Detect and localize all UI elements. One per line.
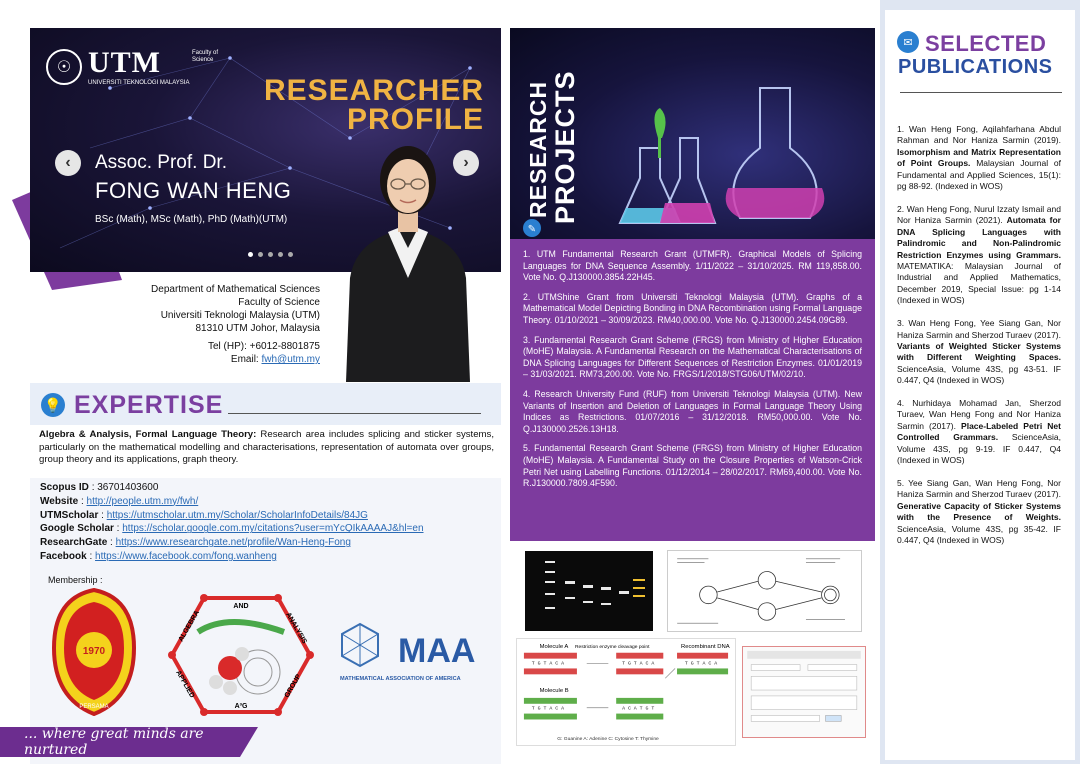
researchgate-label: ResearchGate (40, 537, 108, 549)
publications-title: PUBLICATIONS (898, 56, 1053, 78)
pub-authors: 5. Yee Siang Gan, Wan Heng Fong, Nor Haniza Sarmin and Sherzod Turaev (2017). (897, 477, 1061, 500)
dna-seq-cut-top: T G T A C A (622, 661, 655, 667)
tagline-banner: ... where great minds are nurtured (0, 727, 240, 757)
persama-logo (52, 588, 136, 716)
email-row (120, 353, 320, 366)
publication-item (897, 478, 1061, 546)
project-item: 5. Fundamental Research Grant Scheme (FRGS) from Ministry of Higher Education (MoHE) Malaysia. A Fundamental Study on the Closure Properties of Watson-Crick Petri Net using Labelling Functions. 01/12/2014 – 28/02/2017. RM69,400.00. Vote No. R.J130000.7809.4F590. (523, 443, 862, 489)
academic-title: Assoc. Prof. Dr. (95, 152, 227, 173)
slide-dot[interactable] (288, 252, 293, 257)
project-item: 4. Research University Fund (RUF) from Universiti Teknologi Malaysia (UTM). New Variants of Insertion and Deletion of Languages in Formal Language Theory Using Indices as Restrictions. 01/07/2016 – 31/12/2018. RM50,000.00. Vote No. Q.J130000.2526.13H18. (523, 388, 862, 434)
degrees: BSc (Math), MSc (Math), PhD (Math)(UTM) (95, 214, 288, 225)
title-line-2: PROFILE (346, 103, 484, 136)
university: Universiti Teknologi Malaysia (UTM) (160, 310, 320, 321)
rp-title-line-1: RESEARCH (525, 80, 551, 218)
pub-authors: 3. Wan Heng Fong, Yee Siang Gan, Nor Haniza Sarmin and Sherzod Turaev (2017). (897, 318, 1061, 340)
utmscholar-label: UTMScholar (40, 509, 99, 521)
persama-year: 1970 (82, 646, 106, 657)
aag-word-applied: APPLIED (174, 669, 196, 700)
pub-title: Generative Capacity of Sticker Systems with the Presence of Weights. (897, 500, 1061, 523)
title-line-1: RESEARCHER (263, 74, 484, 107)
pub-venue: ScienceAsia, Volume 43S, pg 35-42. IF 0.447, Q4 (Indexed in WOS) (897, 523, 1061, 545)
researcher-profile-title (262, 76, 484, 134)
pub-venue: MATEMATIKA: Malaysian Journal of Industrial and Applied Mathematics, December 2019, Special Issue: pg 1-14 (Indexed in WOS) (897, 260, 1061, 306)
maa-full-name: MATHEMATICAL ASSOCIATION OF AMERICA (340, 676, 461, 682)
dna-legend: G: Guanine A: Adenine C: Cytosine T: Thymine (557, 737, 659, 743)
pub-authors: 4. Nurhidaya Mohamad Jan, Sherzod Turaev, Wan Heng Fong and Nor Haniza Sarmin (2017). (897, 398, 1061, 431)
dna-seq-cut-bottom: A C A T G T (622, 706, 655, 712)
publications-list (897, 124, 1061, 558)
utm-logo-subtext: UNIVERSITI TEKNOLOGI MALAYSIA (88, 80, 190, 86)
slide-dot[interactable] (268, 252, 273, 257)
profile-links: Scopus ID : 36701403600 Website : http://people.utm.my/fwh/ UTMScholar : https://utmscholar.utm.my/Scholar/ScholarInfoDetails/84JG Google Scholar : https://scholar.google.com.my/citations?user=mYcQIkAAAAJ&hl=en ResearchGate : https://www.researchgate.net/profile/Wan-Heng-Fong Facebook : https://www.facebook.com/fong.wanheng (40, 482, 424, 562)
aag-formula: A³G (234, 703, 248, 710)
facebook-link[interactable]: https://www.facebook.com/fong.wanheng (95, 550, 277, 562)
dna-restriction-label: Restriction enzyme cleavage point (574, 644, 650, 650)
google-scholar-link[interactable]: https://scholar.google.com.my/citations?user=mYcQIkAAAAJ&hl=en (122, 523, 424, 535)
faculty-tag: Faculty of Science (192, 50, 219, 63)
pub-authors: 2. Wan Heng Fong, Nurul Izzaty Ismail and Nor Haniza Sarmin (2021). (897, 203, 1061, 226)
aag-word-group: GROUP (283, 673, 303, 699)
publication-item (897, 398, 1061, 466)
aag-word-and: AND (233, 603, 249, 610)
dna-seq-recombinant: T G T A C A (684, 661, 718, 667)
pub-venue: Malaysian Journal of Fundamental and Applied Sciences, 15(1): pg 88-92. (Indexed in WOS) (897, 158, 1061, 192)
publication-item (897, 318, 1061, 386)
pub-title: Isomorphism and Matrix Representation of Point Groups. (897, 146, 1061, 169)
aag-word-algebra: ALGEBRA (177, 609, 202, 643)
clipboard-icon: ✎ (527, 224, 537, 235)
slide-dot[interactable] (278, 252, 283, 257)
project-item: 1. UTM Fundamental Research Grant (UTMFR). Graphical Models of Splicing Languages for DNA Sequence Assembly. 1/11/2022 – 31/10/2025. RM 119,858.00. Vote No. Q.J130000.3854.22H45. (523, 249, 862, 283)
researcher-name-block (95, 152, 291, 225)
pub-title: Automata for DNA Splicing Languages with Palindromic and Non-Palindromic Restriction Enzymes using Grammars. (897, 215, 1061, 260)
pub-authors: 1. Wan Heng Fong, Aqilahfarhana Abdul Rahman and Nor Haniza Sarmin (2019). (897, 124, 1061, 146)
dna-molecule-b-label: Molecule B (539, 688, 569, 694)
divider (228, 413, 481, 414)
chevron-right-icon: › (463, 154, 469, 171)
chevron-left-icon: ‹ (65, 154, 71, 171)
lightbulb-icon: 💡 (41, 393, 65, 417)
rp-title-line-2: PROJECTS (550, 70, 580, 224)
publication-icon: ✉ (897, 31, 919, 53)
email-link[interactable]: fwh@utm.my (261, 354, 320, 365)
membership-label: Membership : (48, 575, 103, 585)
divider (900, 92, 1062, 93)
website-link[interactable]: http://people.utm.my/fwh/ (86, 495, 199, 507)
website-label: Website (40, 495, 79, 507)
utmscholar-link[interactable]: https://utmscholar.utm.my/Scholar/ScholarInfoDetails/84JG (106, 509, 368, 521)
dna-recombinant-label: Recombinant DNA (680, 643, 730, 650)
dna-seq-b-top: T G T A C A (531, 706, 565, 712)
utm-logo-text: UTM (88, 46, 161, 79)
aag-word-analysis: ANALYSIS (284, 611, 308, 646)
gel-electrophoresis-figure (525, 551, 653, 631)
research-projects-list (510, 239, 875, 541)
project-item: 3. Fundamental Research Grant Scheme (FRGS) from Ministry of Higher Education (MoHE) Malaysia. A Fundamental Research on the Mathematical Characterisations of DNA Splicing Languages for Different Sequences of Restriction Enzymes. 01/01/2019 – 31/03/2021. RM73,200.00. Vote No. FRGS/1/2018/STG06/UTM/02/10. (523, 334, 862, 380)
expertise-title: EXPERTISE (74, 391, 224, 419)
dna-seq-a-top: T G T A C A (531, 661, 565, 667)
pub-venue: ScienceAsia, Volume 43S, pg 43-51. IF 0.447, Q4 (Indexed in WOS) (897, 363, 1061, 386)
a3g-logo (168, 592, 314, 718)
utm-logo (46, 46, 219, 87)
project-item: 2. UTMShine Grant from Universiti Teknologi Malaysia (UTM). Graphs of a Mathematical Model Depicting Bonding in DNA Recombination using Formal Language Theory. 01/10/2021 – 30/09/2023. RM40,000.00. Vote No. Q.J130000.2454.09G89. (523, 291, 862, 325)
expertise-text (39, 429, 494, 467)
publication-item (897, 204, 1061, 307)
researchgate-link[interactable]: https://www.researchgate.net/profile/Wan-Heng-Fong (115, 537, 351, 549)
facebook-label: Facebook (40, 550, 87, 562)
pub-title: Variants of Weighted Sticker Systems with Different Weighting Spaces. (897, 340, 1061, 363)
researcher-name: FONG WAN HENG (95, 178, 292, 203)
scopus-value: : 36701403600 (91, 482, 159, 493)
automaton-diagram-figure (667, 550, 862, 632)
google-scholar-label: Google Scholar (40, 523, 114, 535)
slide-dot[interactable] (248, 252, 253, 257)
maa-abbr: MAA (398, 632, 476, 670)
email-label: Email: (230, 354, 259, 365)
publication-item (897, 124, 1061, 192)
persama-name: PERSAMA (79, 704, 109, 710)
expertise-body: Research area includes splicing and sticker systems, particularly on the mathematical modelling and characterisations, representation of automata over groups, group theory and its applications, graph theory. (39, 429, 494, 466)
slide-indicator[interactable] (248, 252, 293, 257)
utm-seal-icon: ☉ (46, 49, 82, 85)
maa-logo (338, 622, 483, 684)
faculty: Faculty of Science (238, 297, 320, 308)
scopus-label: Scopus ID (40, 482, 89, 493)
application-screenshot-figure (742, 646, 866, 738)
address: 81310 UTM Johor, Malaysia (195, 323, 320, 334)
researcher-portrait (336, 128, 480, 382)
selected-title: SELECTED (925, 31, 1047, 56)
pub-venue: ScienceAsia, Volume 43S, pg 9-19. IF 0.447, Q4 (Indexed in WOS) (897, 432, 1061, 466)
pub-title: Place-Labeled Petri Net Controlled Grammars. (897, 420, 1061, 443)
prev-slide-button[interactable] (55, 150, 81, 176)
contact-block (120, 283, 320, 366)
dna-recombination-figure (516, 638, 736, 746)
dna-molecule-a-label: Molecule A (539, 643, 569, 650)
slide-dot[interactable] (258, 252, 263, 257)
phone: Tel (HP): +6012-8801875 (207, 341, 320, 352)
research-projects-title (510, 28, 580, 239)
department: Department of Mathematical Sciences (151, 284, 320, 295)
expertise-lead: Algebra & Analysis, Formal Language Theory: (39, 429, 257, 440)
